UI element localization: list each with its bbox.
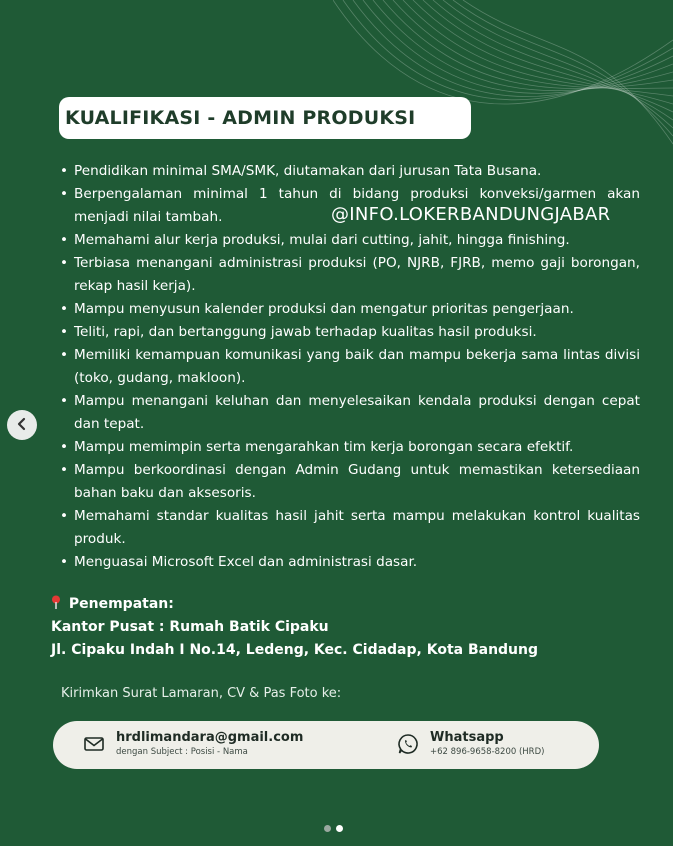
list-item: • Mampu menyusun kalender produksi dan mengatur prioritas pengerjaan. — [58, 298, 640, 321]
whatsapp-number: +62 896-9658-8200 (HRD) — [430, 747, 545, 757]
chevron-left-icon — [15, 416, 29, 435]
send-instructions: Kirimkan Surat Lamaran, CV & Pas Foto ke: — [61, 686, 342, 701]
list-item: • Memiliki kemampuan komunikasi yang baik dan mampu bekerja sama lintas divisi (toko, gudang, makloon). — [58, 344, 640, 390]
list-item: • Memahami standar kualitas hasil jahit serta mampu melakukan kontrol kualitas produk. — [58, 505, 640, 551]
email-contact[interactable] — [82, 730, 303, 758]
carousel-dot-active[interactable] — [336, 825, 343, 832]
placement-section — [51, 593, 538, 662]
contact-card — [53, 721, 599, 769]
list-item: • Memahami alur kerja produksi, mulai dari cutting, jahit, hingga finishing. — [58, 229, 640, 252]
mail-icon — [82, 732, 106, 756]
location-pin-icon — [51, 596, 66, 612]
whatsapp-contact[interactable] — [396, 730, 544, 758]
page-title: KUALIFIKASI - ADMIN PRODUKSI — [65, 107, 416, 129]
list-item: • Teliti, rapi, dan bertanggung jawab terhadap kualitas hasil produksi. — [58, 321, 640, 344]
carousel-indicator — [324, 825, 343, 832]
list-item: • Berpengalaman minimal 1 tahun di bidang produksi konveksi/garmen akan menjadi nilai tambah. — [58, 183, 640, 229]
whatsapp-label: Whatsapp — [430, 730, 504, 745]
decorative-wave-lines — [333, 0, 673, 170]
list-item: • Mampu menangani keluhan dan menyelesaikan kendala produksi dengan cepat dan tepat. — [58, 390, 640, 436]
list-item: • Pendidikan minimal SMA/SMK, diutamakan dari jurusan Tata Busana. — [58, 160, 640, 183]
placement-heading: Penempatan: — [68, 596, 174, 612]
list-item: • Terbiasa menangani administrasi produksi (PO, NJRB, FJRB, memo gaji borongan, rekap hasil kerja). — [58, 252, 640, 298]
list-item: • Menguasai Microsoft Excel dan administrasi dasar. — [58, 551, 640, 574]
previous-slide-button[interactable] — [7, 410, 37, 440]
watermark-text: @INFO.LOKERBANDUNGJABAR — [331, 204, 611, 225]
placement-address: Jl. Cipaku Indah I No.14, Ledeng, Kec. Cidadap, Kota Bandung — [51, 642, 539, 658]
title-card — [59, 97, 471, 139]
whatsapp-icon — [396, 732, 420, 756]
carousel-dot[interactable] — [324, 825, 331, 832]
email-subject-note: dengan Subject : Posisi - Nama — [116, 747, 248, 757]
placement-office: Kantor Pusat : Rumah Batik Cipaku — [51, 619, 329, 635]
list-item: • Mampu berkoordinasi dengan Admin Gudang untuk memastikan ketersediaan bahan baku dan aksesoris. — [58, 459, 640, 505]
email-address: hrdlimandara@gmail.com — [116, 730, 304, 745]
list-item: • Mampu memimpin serta mengarahkan tim kerja borongan secara efektif. — [58, 436, 640, 459]
